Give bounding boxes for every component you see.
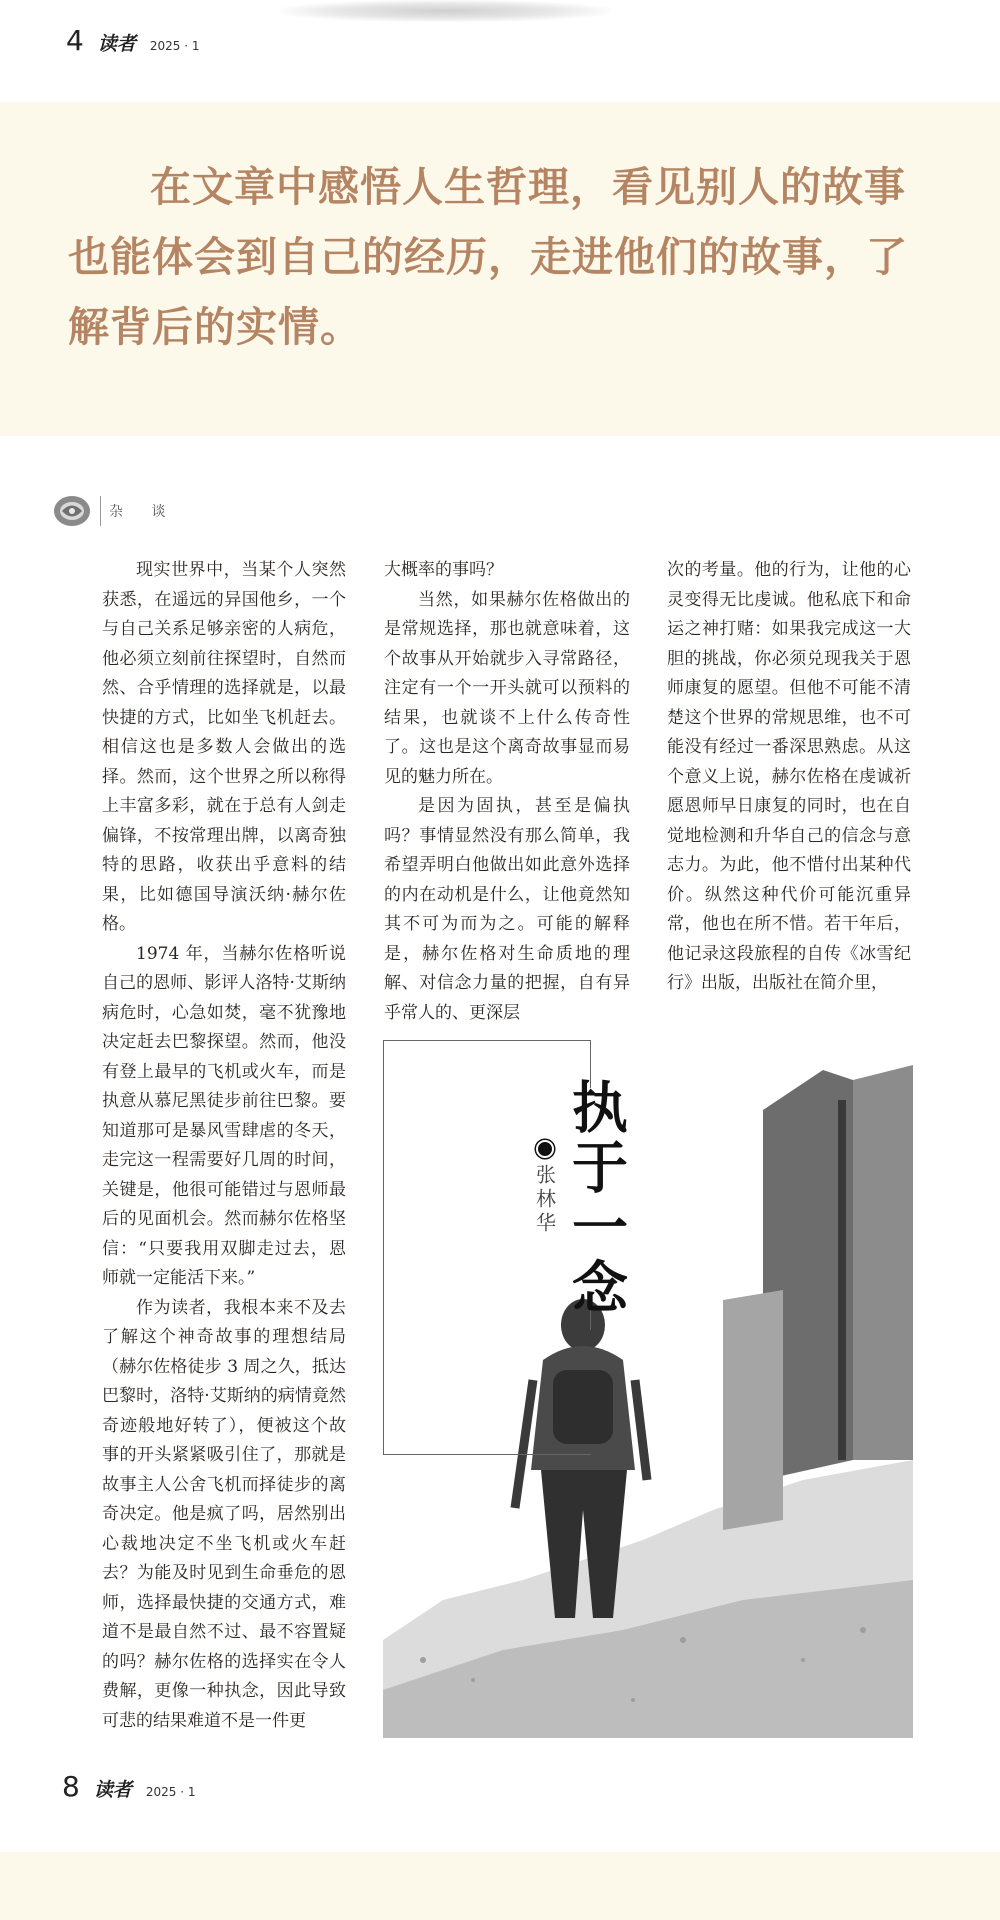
article-column-3 xyxy=(667,556,911,999)
issue-label: 2025 · 1 xyxy=(149,39,200,53)
author-name: 张林华 xyxy=(532,1164,557,1236)
issue-label: 2025 · 1 xyxy=(145,1785,196,1799)
column-tag xyxy=(52,494,177,528)
article-column-2 xyxy=(384,556,630,1028)
paragraph: 作为读者，我根本来不及去了解这个神奇故事的理想结局（赫尔佐格徒步 3 周之久，抵达巴黎时，洛特·艾斯纳的病情竟然奇迹般地好转了），便被这个故事的开头紧紧吸引住了，那就是故事主人公舍飞机而择徒步的离奇决定。他是疯了吗，居然别出心裁地决定不坐飞机或火车赶去？为能及时见到生命垂危的恩师，选择最快捷的交通方式，难道不是最自然不过、最不容置疑的吗？赫尔佐格的选择实在令人费解，更像一种执念，因此导致可悲的结果难道不是一件更 xyxy=(102,1297,346,1731)
column-label: 杂 谈 xyxy=(109,504,178,520)
footer-bar xyxy=(62,1770,195,1803)
page-number: 8 xyxy=(62,1770,80,1803)
paragraph: 大概率的事吗？ xyxy=(384,560,503,580)
paragraph: 当然，如果赫尔佐格做出的是常规选择，那也就意味着，这个故事从开始就步入寻常路径，注定有一个一开头就可以预料的结果，也就谈不上什么传奇性了。这也是这个离奇故事显而易见的魅力所在。 xyxy=(384,589,630,787)
title-frame xyxy=(383,1040,591,1455)
paragraph: 现实世界中，当某个人突然获悉，在遥远的异国他乡，一个与自己关系足够亲密的人病危，他必须立刻前往探望时，自然而然、合乎情理的选择就是，以最快捷的方式，比如坐飞机赶去。相信这也是多数人会做出的选择。然而，这个世界之所以称得上丰富多彩，就在于总有人剑走偏锋，不按常理出牌，以离奇独特的思路，收获出乎意料的结果，比如德国导演沃纳·赫尔佐格。 xyxy=(102,560,346,934)
bullet-icon xyxy=(536,1140,554,1158)
tag-divider xyxy=(100,496,101,526)
seal-icon xyxy=(52,494,92,528)
author-byline xyxy=(530,1140,560,1236)
quote-text: 在文章中感悟人生哲理，看见别人的故事也能体会到自己的经历，走进他们的故事，了解背后的实情。 xyxy=(68,163,908,351)
paragraph: 是因为固执，甚至是偏执吗？事情显然没有那么简单，我希望弄明白他做出如此意外选择的内在动机是什么，让他竟然知其不可为而为之。可能的解释是，赫尔佐格对生命质地的理解、对信念力量的把握，自有异乎常人的、更深层 xyxy=(384,796,630,1023)
article-title: 执于一念 xyxy=(563,1078,629,1318)
top-smudge-image xyxy=(280,0,610,22)
page-number: 4 xyxy=(66,24,84,57)
header-bar xyxy=(66,24,199,57)
magazine-logo: 读者 xyxy=(93,1779,132,1801)
article-column-1 xyxy=(102,556,346,1736)
paragraph: 次的考量。他的行为，让他的心灵变得无比虔诚。他私底下和命运之神打赌：如果我完成这一大胆的挑战，你必须兑现我关于恩师康复的愿望。但他不可能不清楚这个世界的常规思维，也不可能没有经过一番深思熟虑。从这个意义上说，赫尔佐格在虔诚祈愿恩师早日康复的同时，也在自觉地检测和升华自己的信念与意志力。为此，他不惜付出某种代价。纵然这种代价可能沉重异常，他也在所不惜。若干年后，他记录这段旅程的自传《冰雪纪行》出版，出版社在简介里， xyxy=(667,560,911,993)
paragraph: 1974 年，当赫尔佐格听说自己的恩师、影评人洛特·艾斯纳病危时，心急如焚，毫不犹豫地决定赶去巴黎探望。然而，他没有登上最早的飞机或火车，而是执意从慕尼黑徒步前往巴黎。要知道那可是暴风雪肆虐的冬天，走完这一程需要好几周的时间，关键是，他很可能错过与恩师最后的见面机会。然而赫尔佐格坚信：“只要我用双脚走过去，恩师就一定能活下来。” xyxy=(102,943,346,1288)
bottom-banner xyxy=(0,1852,1000,1920)
magazine-logo: 读者 xyxy=(97,33,136,55)
